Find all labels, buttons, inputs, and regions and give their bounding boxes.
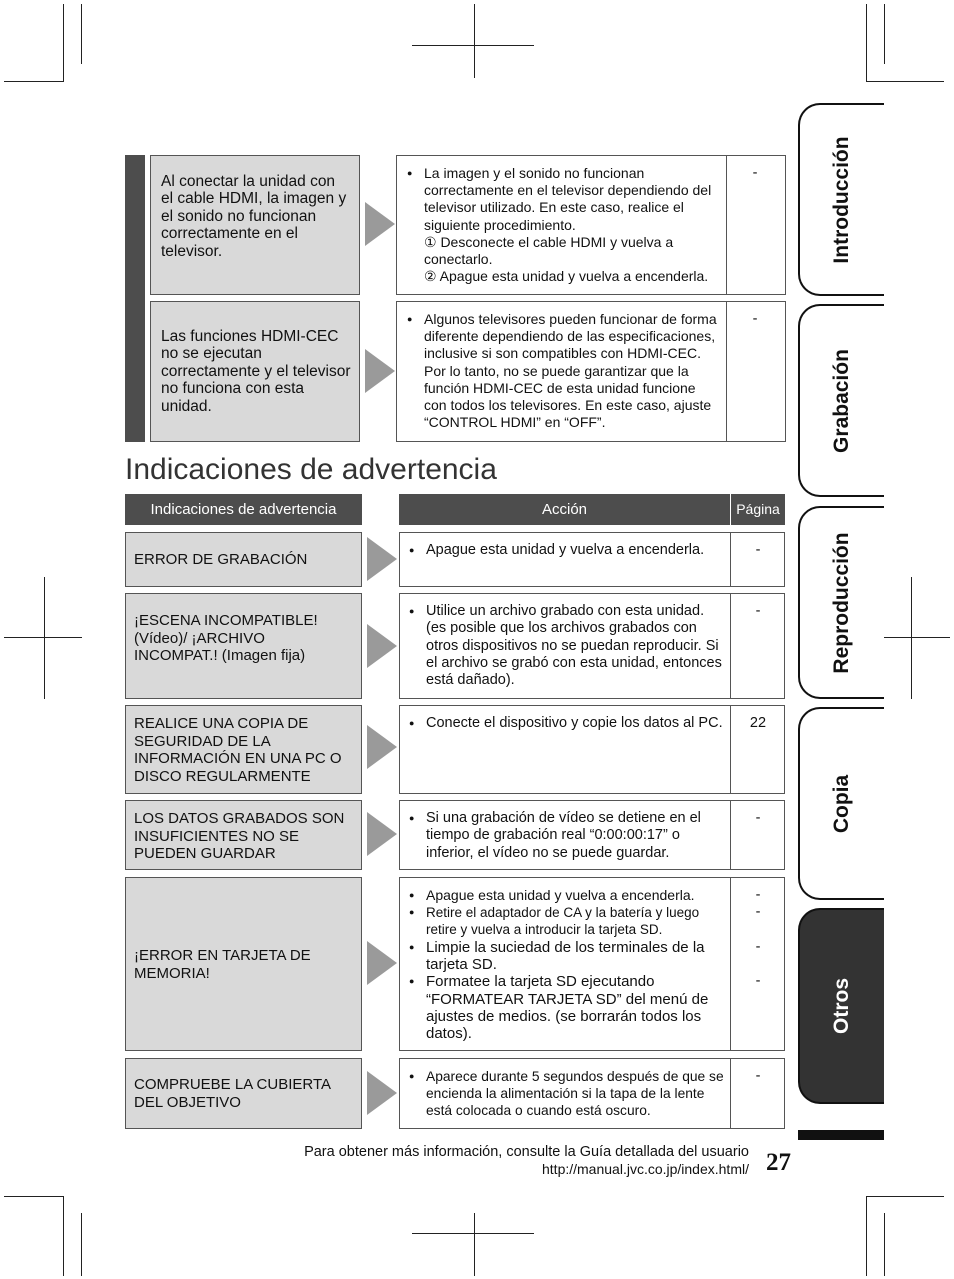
arrow-icon <box>367 537 397 581</box>
tab-reproduccion[interactable]: Reproducción <box>798 506 884 699</box>
list-item: ● La imagen y el sonido no funcionan correctamente en el televisor dependiendo del televisor utilizado. En este caso, realice el siguiente procedimiento. ① Desconecte el cable HDMI y vuelva a conectarlo. ② Apague esta unidad y vuelva a encenderla. <box>404 165 722 285</box>
action-text <box>406 810 724 862</box>
action-text <box>404 311 722 431</box>
list-item: ● Limpie la suciedad de los terminales de la tarjeta SD. <box>406 939 724 974</box>
tab-introduccion[interactable]: Introducción <box>798 103 884 296</box>
action-text <box>406 1068 724 1120</box>
arrow-icon <box>367 941 397 985</box>
action-text <box>404 165 722 285</box>
section-title: Indicaciones de advertencia <box>125 453 497 486</box>
header-page: Página <box>731 494 785 525</box>
footer-note: Para obtener más información, consulte la Guía detallada del usuario <box>304 1144 749 1160</box>
action-text <box>406 715 724 732</box>
list-item: ● Aparece durante 5 segundos después de que se encienda la alimentación si la tapa de la lente está colocada o cuando está oscuro. <box>406 1068 724 1120</box>
arrow-icon <box>365 202 395 246</box>
list-item: ● Si una grabación de vídeo se detiene en el tiempo de grabación real “0:00:00:17” o inferior, el vídeo no se puede guardar. <box>406 810 724 862</box>
indication-text: ERROR DE GRABACIÓN <box>134 551 308 568</box>
action-text <box>406 542 724 559</box>
page-ref: - <box>755 542 761 558</box>
arrow-icon <box>367 812 397 856</box>
page-ref: - <box>755 973 761 989</box>
problem-text: Al conectar la unidad con el cable HDMI, la imagen y el sonido no funcionan correctamente en el televisor. <box>161 173 347 260</box>
page-ref: - <box>755 904 761 920</box>
indication-text: LOS DATOS GRABADOS SON INSUFICIENTES NO SE PUEDEN GUARDAR <box>134 810 345 862</box>
arrow-icon <box>367 624 397 668</box>
arrow-icon <box>367 725 397 769</box>
arrow-icon <box>365 349 395 393</box>
indication-text: ¡ESCENA INCOMPATIBLE! (Vídeo)/ ¡ARCHIVO INCOMPAT.! (Imagen fija) <box>134 612 318 664</box>
page-number: 27 <box>766 1149 791 1176</box>
list-item: ● Retire el adaptador de CA y la batería y luego retire y vuelva a introducir la tarjeta SD. <box>406 904 724 938</box>
tab-copia[interactable]: Copia <box>798 707 884 900</box>
list-item: ● Conecte el dispositivo y copie los datos al PC. <box>406 715 724 732</box>
header-action: Acción <box>399 494 730 525</box>
tab-grabacion[interactable]: Grabación <box>798 304 884 497</box>
list-item: ● Apague esta unidad y vuelva a encenderla. <box>406 542 724 559</box>
indication-text: COMPRUEBE LA CUBIERTA DEL OBJETIVO <box>134 1076 331 1111</box>
action-text <box>406 603 724 689</box>
page-ref: 22 <box>749 715 767 731</box>
problem-text: Las funciones HDMI-CEC no se ejecutan correctamente y el televisor no funciona con esta unidad. <box>161 328 351 415</box>
action-cell <box>399 532 785 587</box>
page-ref: - <box>755 603 761 619</box>
arrow-icon <box>367 1071 397 1115</box>
list-item: ● Formatee la tarjeta SD ejecutando “FORMATEAR TARJETA SD” del menú de ajustes de medios. (se borrarán todos los datos). <box>406 973 724 1042</box>
top-table-side-bar <box>125 155 145 442</box>
page-ref: - <box>752 165 758 181</box>
page-ref: - <box>752 311 758 327</box>
list-item: ● Utilice un archivo grabado con esta unidad. (es posible que los archivos grabados con otros dispositivos no se puedan reproducir. Si el archivo se grabó con esta unidad, entonces está dañado). <box>406 603 724 689</box>
indication-text: REALICE UNA COPIA DE SEGURIDAD DE LA INFORMACIÓN EN UNA PC O DISCO REGULARMENTE <box>134 715 342 785</box>
page-ref: - <box>755 939 761 955</box>
page-ref: - <box>755 887 761 903</box>
header-indication: Indicaciones de advertencia <box>125 494 362 525</box>
list-item: ● Algunos televisores pueden funcionar de forma diferente dependiendo de las especificaciones, inclusive si son compatibles con HDMI-CEC. Por lo tanto, no se puede garantizar que la función HDMI-CEC de esta unidad funcione con todos los televisores. En este caso, ajuste “CONTROL HDMI” en “OFF”. <box>404 311 722 431</box>
list-item: ● Apague esta unidad y vuelva a encenderla. <box>406 887 724 904</box>
action-text <box>406 887 724 1042</box>
page-ref: - <box>755 810 761 826</box>
indication-text: ¡ERROR EN TARJETA DE MEMORIA! <box>134 947 311 982</box>
tab-bottom-bar <box>798 1130 884 1140</box>
tab-otros[interactable]: Otros <box>798 908 884 1104</box>
footer-url[interactable]: http://manual.jvc.co.jp/index.html/ <box>542 1161 749 1177</box>
page-ref: - <box>755 1068 761 1084</box>
